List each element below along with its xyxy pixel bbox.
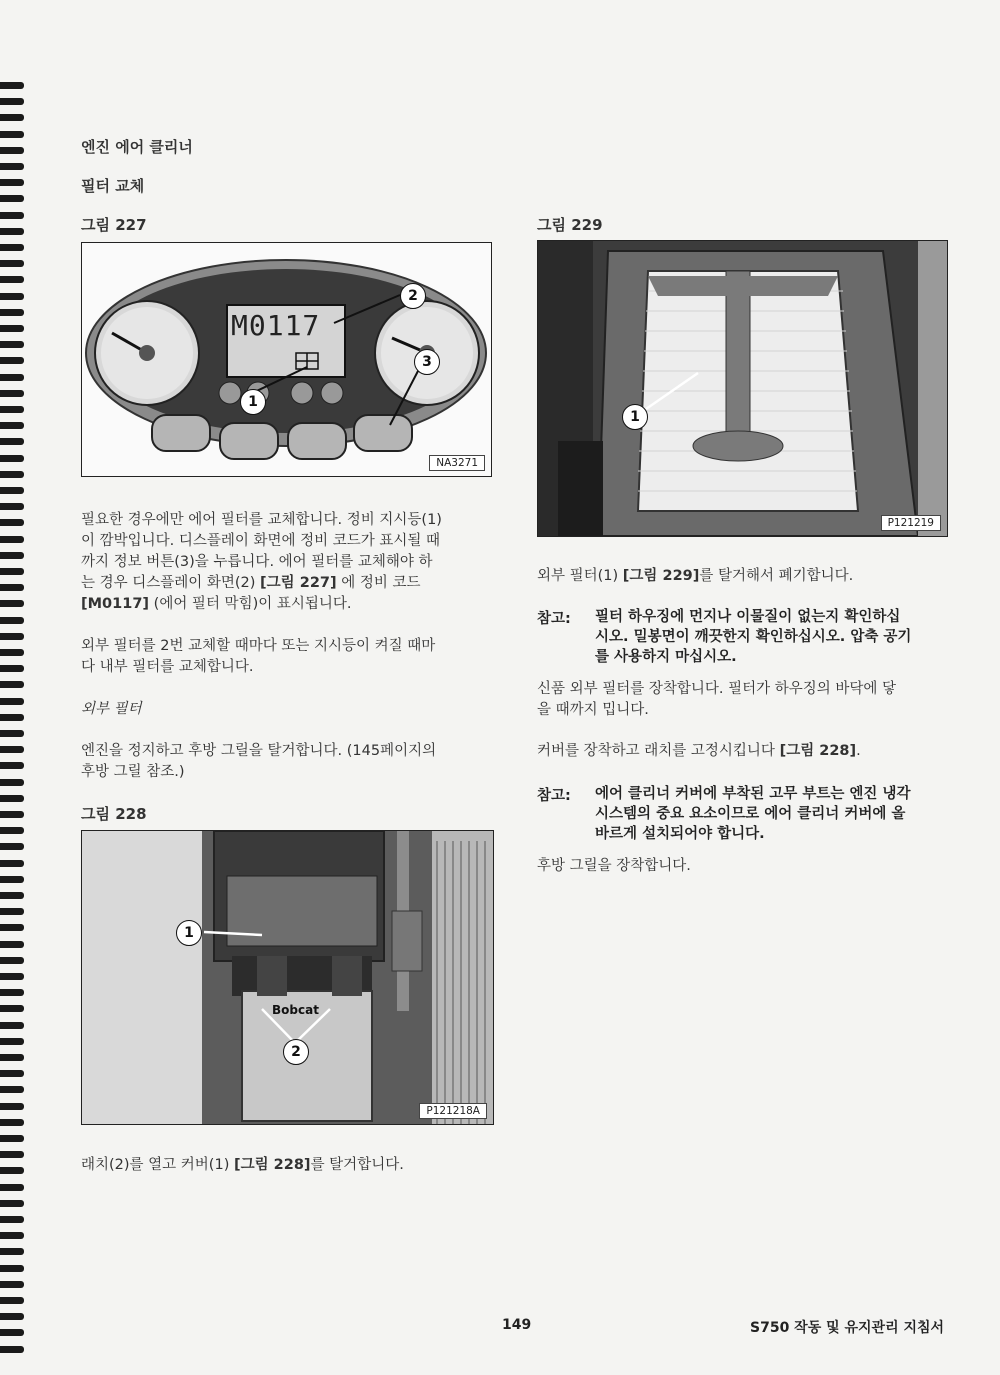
outer-filter-heading: 외부 필터 (81, 701, 142, 717)
binding-ring (0, 244, 24, 251)
right-paragraph-1: 외부 필터(1) [그림 229]를 탈거해서 폐기합니다. (537, 568, 854, 584)
binding-ring (0, 876, 24, 883)
binding-ring (0, 600, 24, 607)
binding-ring (0, 1054, 24, 1061)
bobcat-label: Bobcat (272, 1003, 319, 1017)
binding-ring (0, 1184, 24, 1191)
binding-ring (0, 1216, 24, 1223)
note-2-line-1: 에어 클리너 커버에 부착된 고무 부트는 엔진 냉각 (595, 786, 911, 802)
binding-ring (0, 1248, 24, 1255)
binding-ring (0, 1005, 24, 1012)
binding-ring (0, 811, 24, 818)
figure-229-filter-photo (537, 240, 948, 537)
binding-ring (0, 293, 24, 300)
binding-ring (0, 438, 24, 445)
note-2-line-2: 시스템의 중요 요소이므로 에어 클리너 커버에 올 (595, 806, 906, 822)
filter-housing-illustration (538, 241, 947, 536)
binding-ring (0, 131, 24, 138)
binding-ring (0, 973, 24, 980)
binding-ring (0, 1232, 24, 1239)
binding-ring (0, 519, 24, 526)
binding-ring (0, 957, 24, 964)
binding-ring (0, 584, 24, 591)
note-2-line-3: 바르게 설치되어야 합니다. (595, 826, 765, 842)
paragraph-1-line-1: 필요한 경우에만 에어 필터를 교체합니다. 정비 지시등(1) (81, 512, 442, 528)
section-title: 엔진 에어 클리너 (81, 138, 193, 156)
lcd-display-text: M0117 (231, 309, 321, 342)
note-2-label: 참고: (537, 788, 571, 804)
paragraph-2-line-1: 외부 필터를 2번 교체할 때마다 또는 지시등이 켜질 때마 (81, 638, 436, 654)
binding-ring (0, 98, 24, 105)
binding-ring (0, 1313, 24, 1320)
callout-1: 1 (176, 920, 202, 946)
binding-ring (0, 860, 24, 867)
figure-228-label: 그림 228 (81, 805, 147, 823)
binding-ring (0, 1086, 24, 1093)
binding-ring (0, 779, 24, 786)
right-paragraph-4: 후방 그릴을 장착합니다. (537, 858, 691, 874)
note-1-line-2: 시오. 밀봉면이 깨끗한지 확인하십시오. 압축 공기 (595, 629, 912, 645)
binding-ring (0, 422, 24, 429)
binding-ring (0, 325, 24, 332)
binding-ring (0, 374, 24, 381)
air-cleaner-illustration (82, 831, 493, 1124)
binding-ring (0, 665, 24, 672)
paragraph-2-line-2: 다 내부 필터를 교체합니다. (81, 659, 254, 675)
binding-ring (0, 471, 24, 478)
paragraph-1-line-3: 까지 정보 버튼(3)을 누릅니다. 에어 필터를 교체해야 하 (81, 554, 433, 570)
binding-ring (0, 309, 24, 316)
callout-2: 2 (283, 1039, 309, 1065)
binding-ring (0, 941, 24, 948)
binding-ring (0, 1070, 24, 1077)
figure-229-code: P121219 (881, 515, 941, 531)
binding-ring (0, 714, 24, 721)
binding-ring (0, 633, 24, 640)
figure-228-air-cleaner-photo (81, 830, 494, 1125)
spiral-binding (0, 0, 26, 1375)
right-paragraph-3: 커버를 장착하고 래치를 고정시킵니다 [그림 228]. (537, 743, 861, 759)
binding-ring (0, 503, 24, 510)
binding-ring (0, 1103, 24, 1110)
binding-ring (0, 762, 24, 769)
note-1-line-1: 필터 하우징에 먼지나 이물질이 없는지 확인하십 (595, 609, 901, 625)
binding-ring (0, 1281, 24, 1288)
binding-ring (0, 1151, 24, 1158)
binding-ring (0, 147, 24, 154)
binding-ring (0, 1265, 24, 1272)
note-1-label: 참고: (537, 611, 571, 627)
binding-ring (0, 892, 24, 899)
binding-ring (0, 1135, 24, 1142)
paragraph-1-line-5: [M0117] (에어 필터 막힘)이 표시됩니다. (81, 596, 352, 612)
binding-ring (0, 617, 24, 624)
callout-2: 2 (400, 283, 426, 309)
binding-ring (0, 1167, 24, 1174)
binding-ring (0, 730, 24, 737)
figure-229-label: 그림 229 (537, 216, 603, 234)
binding-ring (0, 455, 24, 462)
binding-ring (0, 649, 24, 656)
binding-ring (0, 795, 24, 802)
binding-ring (0, 195, 24, 202)
right-paragraph-2-line-1: 신품 외부 필터를 장착합니다. 필터가 하우징의 바닥에 닿 (537, 681, 897, 697)
binding-ring (0, 82, 24, 89)
binding-ring (0, 989, 24, 996)
binding-ring (0, 1329, 24, 1336)
figure-227-label: 그림 227 (81, 216, 147, 234)
binding-ring (0, 1119, 24, 1126)
binding-ring (0, 487, 24, 494)
paragraph-4: 래치(2)를 열고 커버(1) [그림 228]를 탈거합니다. (81, 1157, 404, 1173)
binding-ring (0, 827, 24, 834)
binding-ring (0, 746, 24, 753)
manual-title: S750 작동 및 유지관리 지침서 (750, 1320, 945, 1336)
binding-ring (0, 536, 24, 543)
binding-ring (0, 228, 24, 235)
binding-ring (0, 1038, 24, 1045)
binding-ring (0, 114, 24, 121)
callout-3: 3 (414, 349, 440, 375)
callout-1: 1 (622, 404, 648, 430)
right-paragraph-2-line-2: 을 때까지 밉니다. (537, 702, 649, 718)
binding-ring (0, 681, 24, 688)
binding-ring (0, 908, 24, 915)
binding-ring (0, 163, 24, 170)
binding-ring (0, 179, 24, 186)
binding-ring (0, 1022, 24, 1029)
page-number: 149 (502, 1317, 532, 1333)
note-1-line-3: 를 사용하지 마십시오. (595, 649, 737, 665)
paragraph-3-line-1: 엔진을 정지하고 후방 그릴을 탈거합니다. (145페이지의 (81, 743, 437, 759)
figure-228-code: P121218A (419, 1103, 487, 1119)
binding-ring (0, 212, 24, 219)
binding-ring (0, 406, 24, 413)
paragraph-1-line-2: 이 깜박입니다. 디스플레이 화면에 정비 코드가 표시될 때 (81, 533, 441, 549)
binding-ring (0, 924, 24, 931)
binding-ring (0, 276, 24, 283)
binding-ring (0, 260, 24, 267)
callout-1: 1 (240, 389, 266, 415)
paragraph-3-line-2: 후방 그릴 참조.) (81, 764, 185, 780)
binding-ring (0, 390, 24, 397)
binding-ring (0, 1297, 24, 1304)
binding-ring (0, 698, 24, 705)
subsection-title: 필터 교체 (81, 177, 145, 195)
binding-ring (0, 552, 24, 559)
binding-ring (0, 341, 24, 348)
binding-ring (0, 357, 24, 364)
figure-227-code: NA3271 (429, 455, 485, 471)
binding-ring (0, 843, 24, 850)
binding-ring (0, 568, 24, 575)
paragraph-1-line-4: 는 경우 디스플레이 화면(2) [그림 227] 에 정비 코드 (81, 575, 421, 591)
figure-227-instrument-panel (81, 242, 492, 477)
binding-ring (0, 1346, 24, 1353)
binding-ring (0, 1200, 24, 1207)
